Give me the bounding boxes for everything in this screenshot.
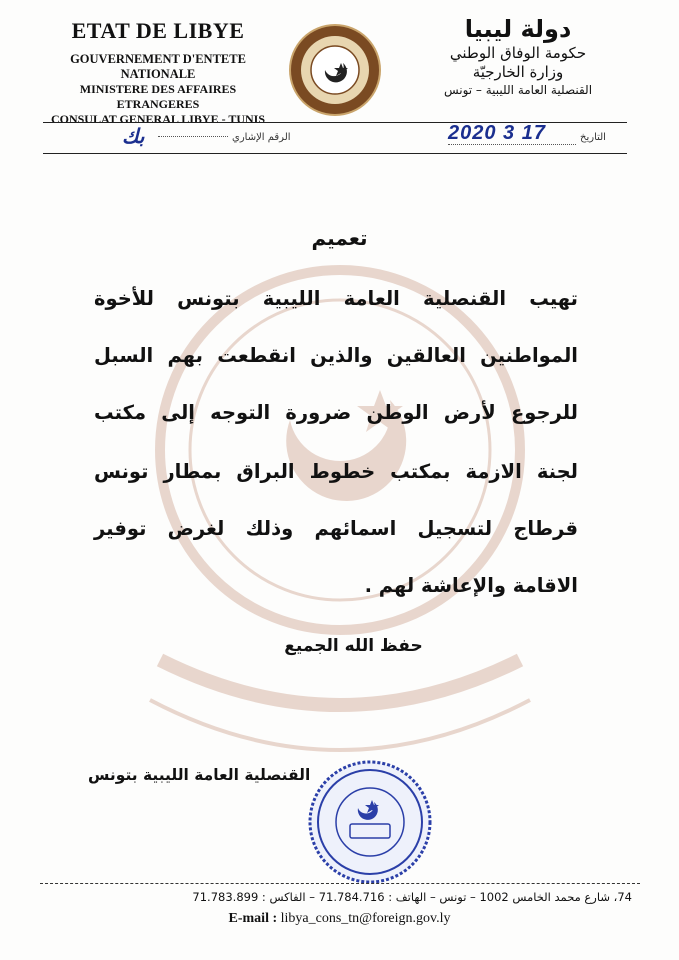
letterhead-arabic-title: دولة ليبيا — [464, 15, 572, 43]
letterhead-french-government: GOUVERNEMENT D'ENTETE NATIONALE — [70, 52, 246, 81]
signature-block: القنصلية العامة الليبية بتونس — [88, 766, 311, 784]
body-line: تهيب القنصلية العامة الليبية بتونس للأخوة — [94, 287, 578, 310]
body-line: الاقامة والإعاشة لهم . — [364, 574, 578, 597]
letterhead-arabic-ministry: وزارة الخارجيّة — [472, 63, 564, 81]
letterhead-french-ministry: MINISTERE DES AFFAIRES ETRANGERES — [79, 82, 237, 111]
official-stamp-icon — [306, 758, 434, 886]
footer-email-label: E-mail : — [228, 911, 278, 926]
footer-email-line — [0, 911, 679, 927]
government-emblem-icon — [287, 22, 383, 118]
footer-divider — [40, 883, 640, 884]
letterhead-french-consulate: CONSULAT GENERAL LIBYE - TUNIS — [50, 112, 266, 126]
body-line: لجنة الازمة بمكتب خطوط البراق بمطار تونس — [94, 460, 578, 483]
letterhead-french-title: ETAT DE LIBYE — [71, 18, 245, 43]
reference-number-label: الرقم الإشاري — [232, 132, 291, 143]
watermark-emblem-icon — [120, 230, 560, 790]
body-line: المواطنين العالقين والذين انقطعت بهم السبل — [94, 344, 578, 367]
letterhead-arabic-consulate: القنصلية العامة الليبية – تونس — [443, 83, 593, 97]
date-value: 2020 3 17 — [448, 122, 546, 144]
date-dotted-line — [448, 144, 576, 145]
date-label: التاريخ — [580, 132, 606, 143]
body-line: قرطاج لتسجيل اسمائهم وذلك لغرض توفير — [94, 517, 578, 540]
header-divider-bottom — [43, 153, 627, 154]
body-line: للرجوع لأرض الوطن ضرورة التوجه إلى مكتب — [94, 401, 578, 424]
footer-email-address[interactable]: libya_cons_tn@foreign.gov.ly — [280, 911, 451, 926]
letterhead-arabic-government: حكومة الوفاق الوطني — [449, 44, 587, 62]
closing-phrase: حفظ الله الجميع — [284, 636, 423, 656]
footer-address: 74، شارع محمد الخامس 1002 – تونس – الهاتف : 71.784.716 – الفاكس : 71.783.899 — [192, 890, 632, 904]
letterhead-arabic — [393, 14, 643, 99]
document-title: تعميم — [311, 226, 368, 250]
letterhead-french — [38, 18, 278, 127]
reference-number-value: بك — [122, 124, 145, 148]
reference-dotted-line — [158, 136, 228, 137]
